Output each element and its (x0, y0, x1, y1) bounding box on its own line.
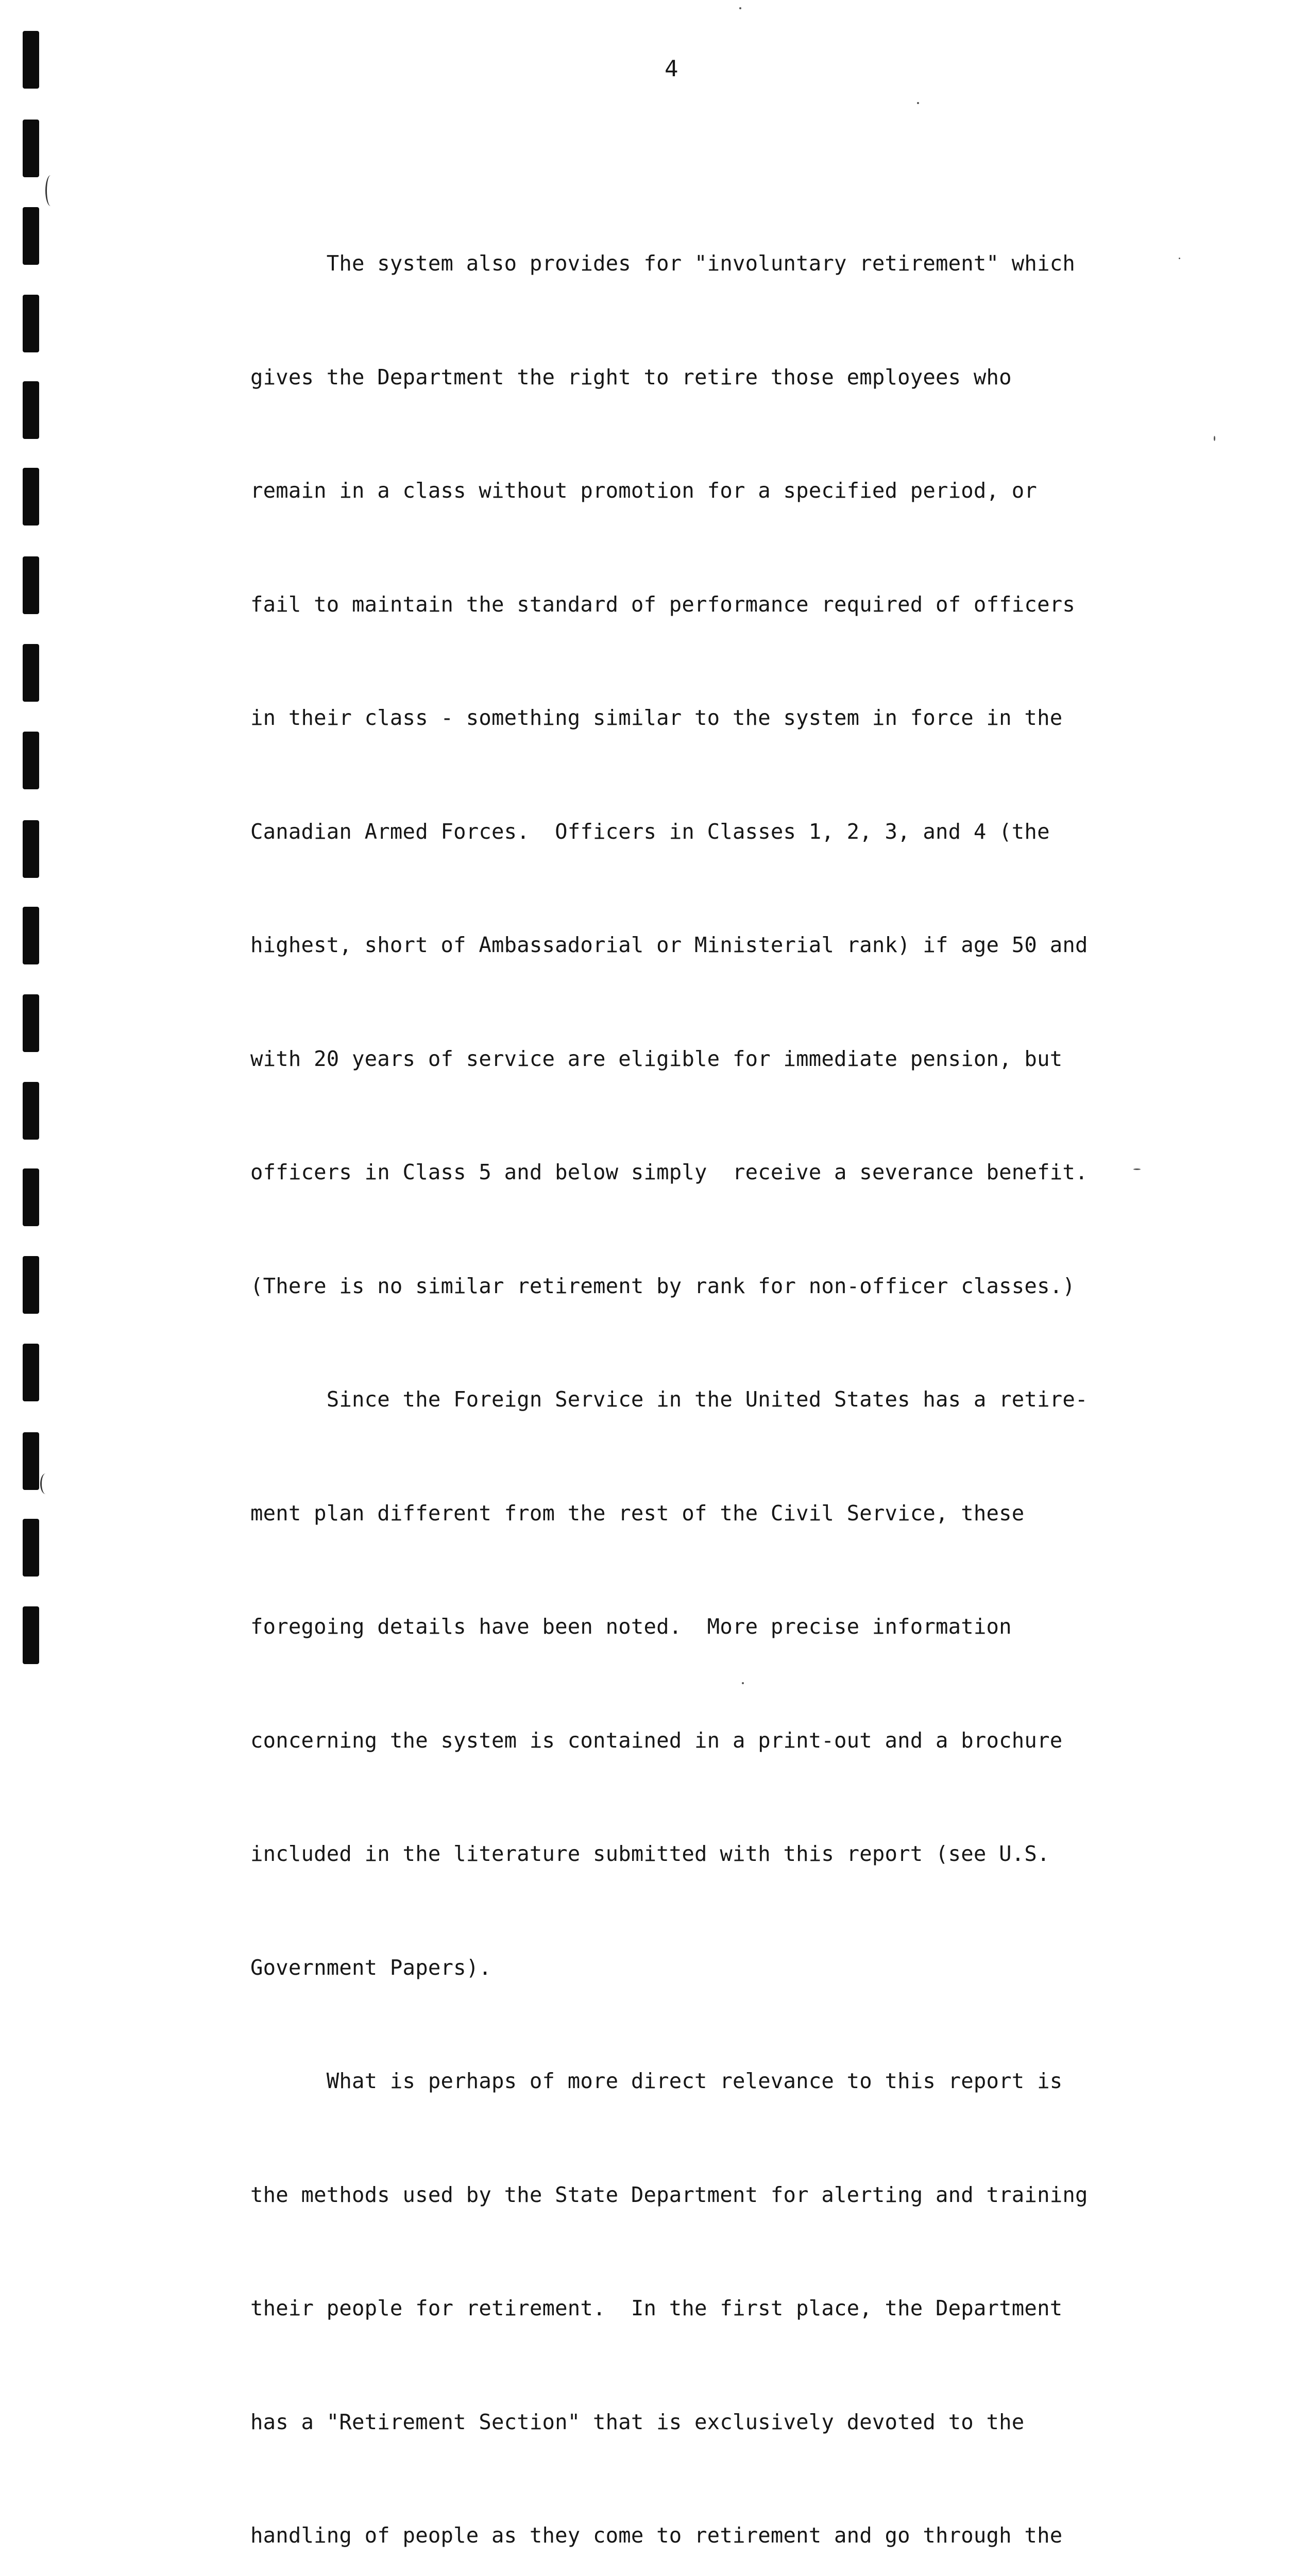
scan-speck (739, 7, 741, 9)
punch-hole (23, 381, 39, 439)
text-line: The system also provides for "involuntary retirement" which (250, 251, 1075, 276)
punch-hole (23, 820, 39, 878)
binder-ring-mark (40, 1473, 51, 1494)
scan-speck (1133, 1168, 1141, 1170)
text-line: ment plan different from the rest of the Civil Service, these (250, 1500, 1025, 1526)
punch-hole (23, 31, 39, 89)
punch-hole (23, 907, 39, 964)
punch-hole (23, 120, 39, 177)
punch-hole (23, 1082, 39, 1140)
punch-hole (23, 207, 39, 265)
punch-hole (23, 644, 39, 702)
text-line: has a "Retirement Section" that is exclusively devoted to the (250, 2409, 1025, 2434)
text-line: with 20 years of service are eligible for immediate pension, but (250, 1046, 1063, 1071)
text-line: foregoing details have been noted. More precise information (250, 1614, 1012, 1639)
binder-punch-strip (0, 0, 57, 1703)
text-line: their people for retirement. In the first place, the Department (250, 2296, 1063, 2320)
text-line: officers in Class 5 and below simply receive a severance benefit. (250, 1160, 1088, 1184)
text-line: highest, short of Ambassadorial or Ministerial rank) if age 50 and (250, 933, 1088, 957)
text-line: gives the Department the right to retire those employees who (250, 364, 1012, 389)
scan-speck (1214, 436, 1215, 441)
punch-hole (23, 1168, 39, 1226)
punch-hole (23, 1344, 39, 1401)
punch-hole (23, 1432, 39, 1490)
scan-speck (917, 102, 919, 104)
punch-hole (23, 295, 39, 352)
text-line: in their class - something similar to the system in force in the (250, 705, 1063, 730)
punch-hole (23, 1606, 39, 1664)
text-line: fail to maintain the standard of performance required of officers (250, 591, 1075, 617)
text-line: concerning the system is contained in a print-out and a brochure (250, 1727, 1063, 1753)
text-line: Since the Foreign Service in the United States has a retire- (250, 1387, 1088, 1412)
body-text (250, 169, 1126, 2576)
text-line: Canadian Armed Forces. Officers in Classes 1, 2, 3, and 4 (the (250, 819, 1050, 844)
scan-speck (1179, 258, 1180, 259)
punch-hole (23, 556, 39, 614)
punch-hole (23, 732, 39, 789)
text-line: the methods used by the State Department for alerting and training (250, 2182, 1088, 2207)
punch-hole (23, 1519, 39, 1577)
punch-hole (23, 994, 39, 1052)
page-number: 4 (665, 56, 678, 82)
binder-ring-mark (45, 175, 56, 206)
punch-hole (23, 1256, 39, 1314)
text-line: What is perhaps of more direct relevance to this report is (250, 2069, 1063, 2093)
text-line: included in the literature submitted with this report (see U.S. (250, 1841, 1050, 1866)
text-line: handling of people as they come to retirement and go through the (250, 2523, 1063, 2548)
punch-hole (23, 468, 39, 526)
text-line: remain in a class without promotion for a specified period, or (250, 478, 1038, 503)
text-line: Government Papers). (250, 1955, 491, 1980)
text-line: (There is no similar retirement by rank for non-officer classes.) (250, 1273, 1075, 1298)
